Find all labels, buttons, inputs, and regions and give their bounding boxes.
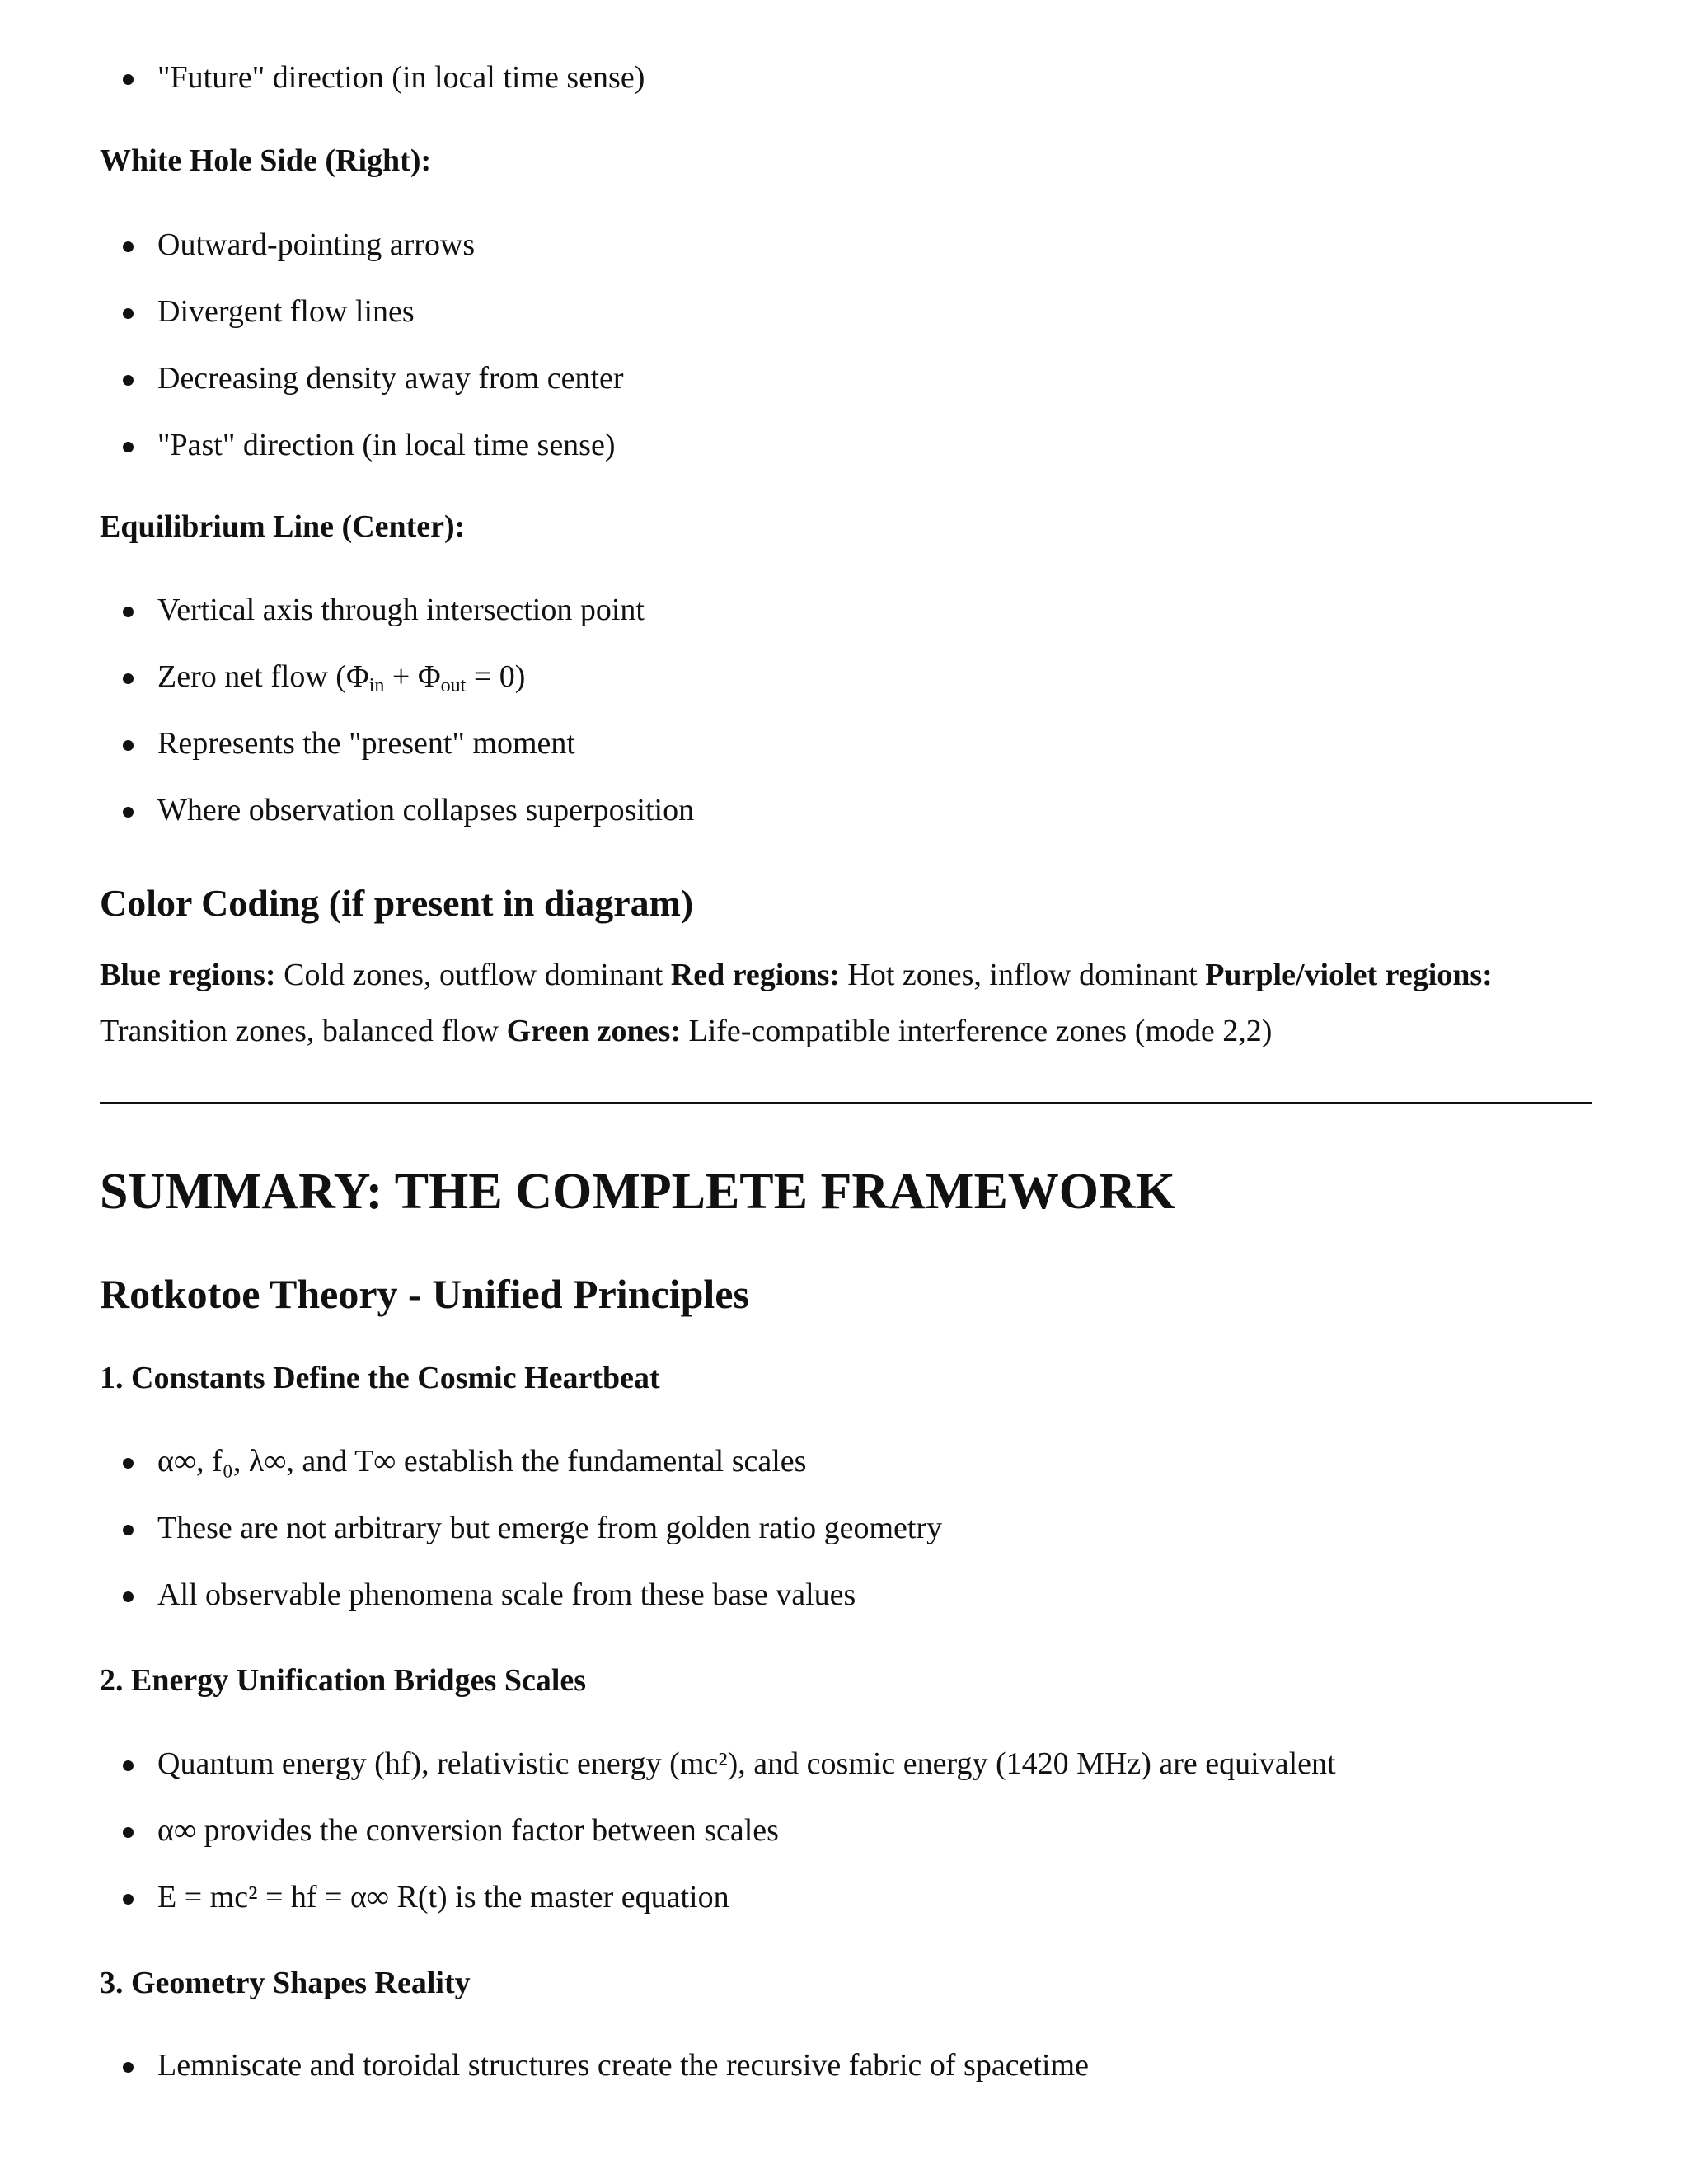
section-1-list <box>100 1443 942 1613</box>
flow-prefix: Zero net flow (Φ <box>157 659 369 694</box>
white-hole-list <box>100 227 624 463</box>
blue-label: Blue regions: <box>100 958 276 992</box>
white-hole-label: White Hole Side (Right): <box>100 143 432 178</box>
list-item: Where observation collapses superposition <box>100 792 694 828</box>
purple-text: Transition zones, balanced flow <box>100 1014 507 1048</box>
list-item: Represents the "present" moment <box>100 725 694 762</box>
equilibrium-list <box>100 592 694 828</box>
blue-text: Cold zones, outflow dominant <box>275 958 671 992</box>
flow-suffix: = 0) <box>466 659 526 694</box>
red-text: Hot zones, inflow dominant <box>839 958 1206 992</box>
list-item: Outward-pointing arrows <box>100 227 624 263</box>
section-3-heading: 3. Geometry Shapes Reality <box>100 1966 471 2000</box>
list-item: Decreasing density away from center <box>100 360 624 396</box>
list-item: Divergent flow lines <box>100 293 624 330</box>
list-item: These are not arbitrary but emerge from golden ratio geometry <box>100 1510 942 1546</box>
summary-subtitle: Rotkotoe Theory - Unified Principles <box>100 1271 749 1317</box>
flow-sub-in: in <box>368 675 385 696</box>
section-3-list <box>100 2047 1089 2083</box>
flow-mid: + Φ <box>384 659 441 694</box>
section-1-heading: 1. Constants Define the Cosmic Heartbeat <box>100 1361 660 1395</box>
green-label: Green zones: <box>506 1014 681 1048</box>
list-item: All observable phenomena scale from these base values <box>100 1577 942 1613</box>
intro-list <box>100 59 645 96</box>
list-item: α∞, f₀, λ∞, and T∞ establish the fundamental scales <box>100 1443 942 1479</box>
equilibrium-label: Equilibrium Line (Center): <box>100 509 466 544</box>
red-label: Red regions: <box>670 958 840 992</box>
section-2-heading: 2. Energy Unification Bridges Scales <box>100 1663 587 1698</box>
color-coding-paragraph <box>100 947 1592 1059</box>
purple-label: Purple/violet regions: <box>1205 958 1493 992</box>
net-flow-item <box>100 658 694 695</box>
green-text: Life-compatible interference zones (mode 2,2) <box>680 1014 1273 1048</box>
section-2-list <box>100 1746 1336 1915</box>
color-coding-heading: Color Coding (if present in diagram) <box>100 882 694 924</box>
list-item: Lemniscate and toroidal structures create the recursive fabric of spacetime <box>100 2047 1089 2083</box>
list-item: α∞ provides the conversion factor between scales <box>100 1812 1336 1849</box>
summary-title: SUMMARY: THE COMPLETE FRAMEWORK <box>100 1164 1176 1220</box>
list-item: "Past" direction (in local time sense) <box>100 427 624 463</box>
list-item: E = mc² = hf = α∞ R(t) is the master equation <box>100 1879 1336 1915</box>
section-divider <box>100 1102 1592 1104</box>
flow-sub-out: out <box>440 675 467 696</box>
list-item: "Future" direction (in local time sense) <box>100 59 645 96</box>
list-item: Quantum energy (hf), relativistic energy (mc²), and cosmic energy (1420 MHz) are equivalent <box>100 1746 1336 1782</box>
list-item: Vertical axis through intersection point <box>100 592 694 628</box>
